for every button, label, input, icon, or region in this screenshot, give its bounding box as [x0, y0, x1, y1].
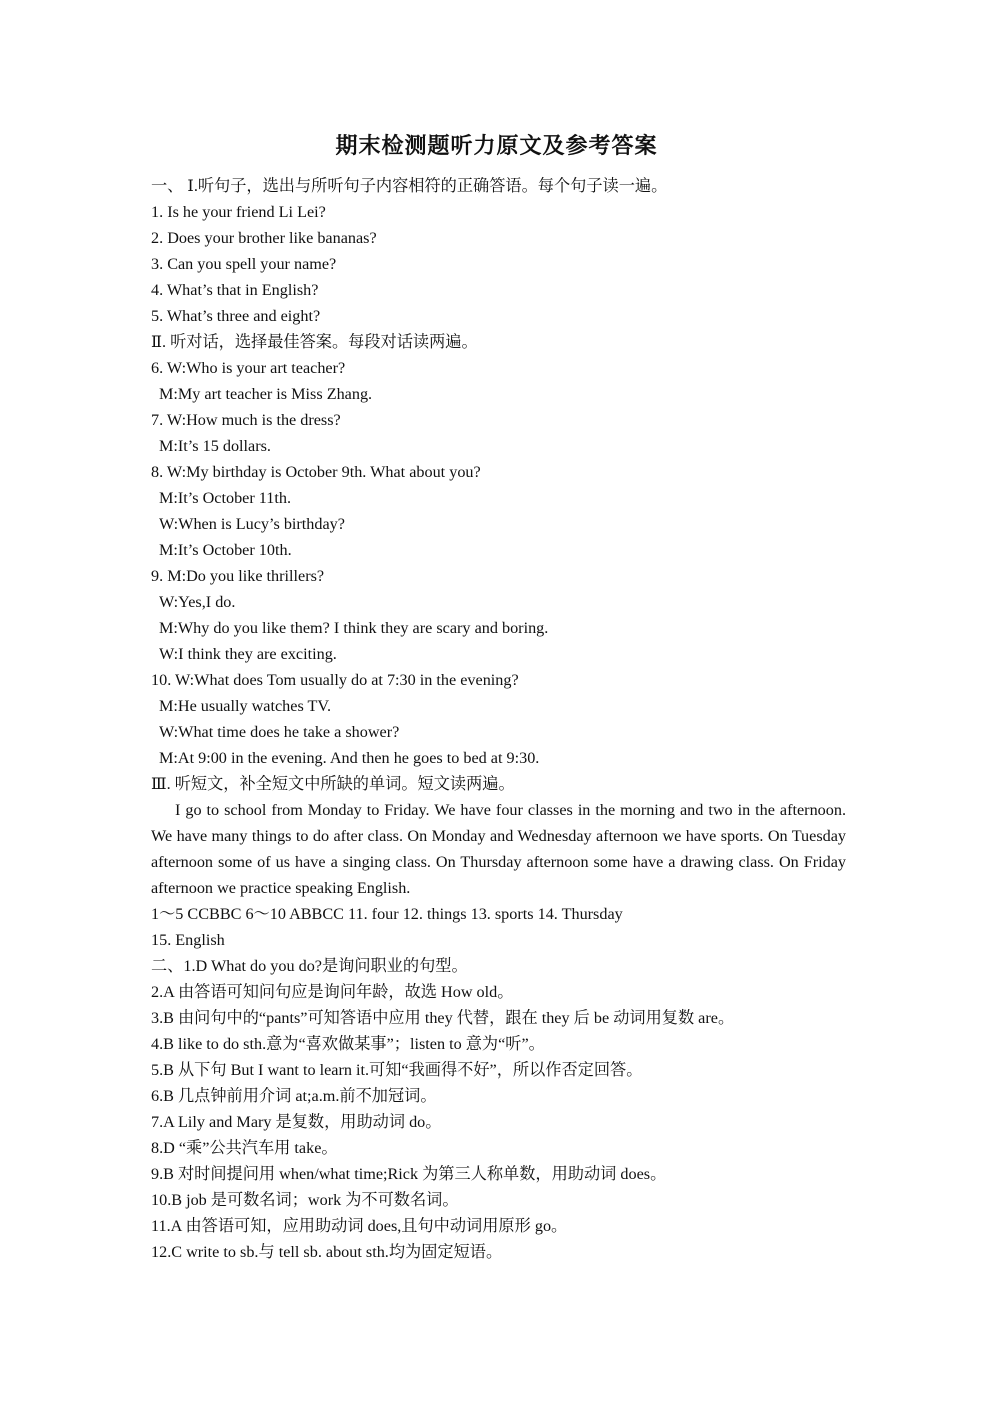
- answer-explanation: 4.B like to do sth.意为“喜欢做某事”；listen to 意为“听”。: [151, 1035, 545, 1053]
- answer-explanation: 12.C write to sb.与 tell sb. about sth.均为固定短语。: [151, 1243, 503, 1261]
- dialogue-line: M:My art teacher is Miss Zhang.: [159, 385, 373, 403]
- document-body: [151, 173, 846, 1265]
- dialogue-line: M:It’s October 10th.: [159, 541, 292, 559]
- answer-explanation: 10.B job 是可数名词；work 为不可数名词。: [151, 1191, 459, 1209]
- answer-explanation: 2.A 由答语可知问句应是询问年龄，故选 How old。: [151, 983, 514, 1001]
- section-heading: Ⅲ. 听短文，补全短文中所缺的单词。短文读两遍。: [151, 775, 515, 793]
- listening-sentence: 4. What’s that in English?: [151, 281, 319, 299]
- dialogue-line: W:When is Lucy’s birthday?: [159, 515, 345, 533]
- answer-explanation: 7.A Lily and Mary 是复数，用助动词 do。: [151, 1113, 442, 1131]
- dialogue-line: W:What time does he take a shower?: [159, 723, 400, 741]
- dialogue-line: M:Why do you like them? I think they are scary and boring.: [159, 619, 549, 637]
- dialogue-line: W:I think they are exciting.: [159, 645, 337, 663]
- dialogue-line: W:Yes,I do.: [159, 593, 236, 611]
- answer-explanation: 8.D “乘”公共汽车用 take。: [151, 1139, 338, 1157]
- answer-line: 1～5 CCBBC 6～10 ABBCC 11. four 12. things 13. sports 14. Thursday: [151, 905, 623, 923]
- listening-passage: I go to school from Monday to Friday. We have four classes in the morning and two in the afternoon. We have many things to do after class. On Monday and Wednesday afternoon we have sports. On Tuesday afternoon some of us have a singing class. On Thursday afternoon some have a drawing class. On Friday afternoon we practice speaking English.: [151, 801, 846, 897]
- listening-sentence: 2. Does your brother like bananas?: [151, 229, 377, 247]
- answer-explanation: 3.B 由问句中的“pants”可知答语中应用 they 代替，跟在 they 后 be 动词用复数 are。: [151, 1009, 735, 1027]
- answer-explanation: 11.A 由答语可知，应用助动词 does,且句中动词用原形 go。: [151, 1217, 568, 1235]
- listening-sentence: 5. What’s three and eight?: [151, 307, 321, 325]
- dialogue-line: 6. W:Who is your art teacher?: [151, 359, 346, 377]
- answer-line: 15. English: [151, 931, 225, 949]
- dialogue-line: M:He usually watches TV.: [159, 697, 332, 715]
- answer-explanation: 6.B 几点钟前用介词 at;a.m.前不加冠词。: [151, 1087, 437, 1105]
- answer-explanation: 9.B 对时间提问用 when/what time;Rick 为第三人称单数，用助动词 does。: [151, 1165, 667, 1183]
- dialogue-line: 10. W:What does Tom usually do at 7:30 in the evening?: [151, 671, 519, 689]
- dialogue-line: M:It’s 15 dollars.: [159, 437, 271, 455]
- answer-explanation: 5.B 从下句 But I want to learn it.可知“我画得不好”，所以作否定回答。: [151, 1061, 643, 1079]
- dialogue-line: M:It’s October 11th.: [159, 489, 292, 507]
- dialogue-line: 7. W:How much is the dress?: [151, 411, 341, 429]
- dialogue-line: M:At 9:00 in the evening. And then he goes to bed at 9:30.: [159, 749, 540, 767]
- section-heading: 一、 Ⅰ.听句子，选出与所听句子内容相符的正确答语。每个句子读一遍。: [151, 177, 668, 195]
- answer-explanation: 二、1.D What do you do?是询问职业的句型。: [151, 957, 468, 975]
- section-heading: Ⅱ. 听对话，选择最佳答案。每段对话读两遍。: [151, 333, 478, 351]
- listening-sentence: 3. Can you spell your name?: [151, 255, 337, 273]
- page-title: 期末检测题听力原文及参考答案: [335, 134, 658, 159]
- listening-sentence: 1. Is he your friend Li Lei?: [151, 203, 326, 221]
- dialogue-line: 8. W:My birthday is October 9th. What about you?: [151, 463, 481, 481]
- dialogue-line: 9. M:Do you like thrillers?: [151, 567, 325, 585]
